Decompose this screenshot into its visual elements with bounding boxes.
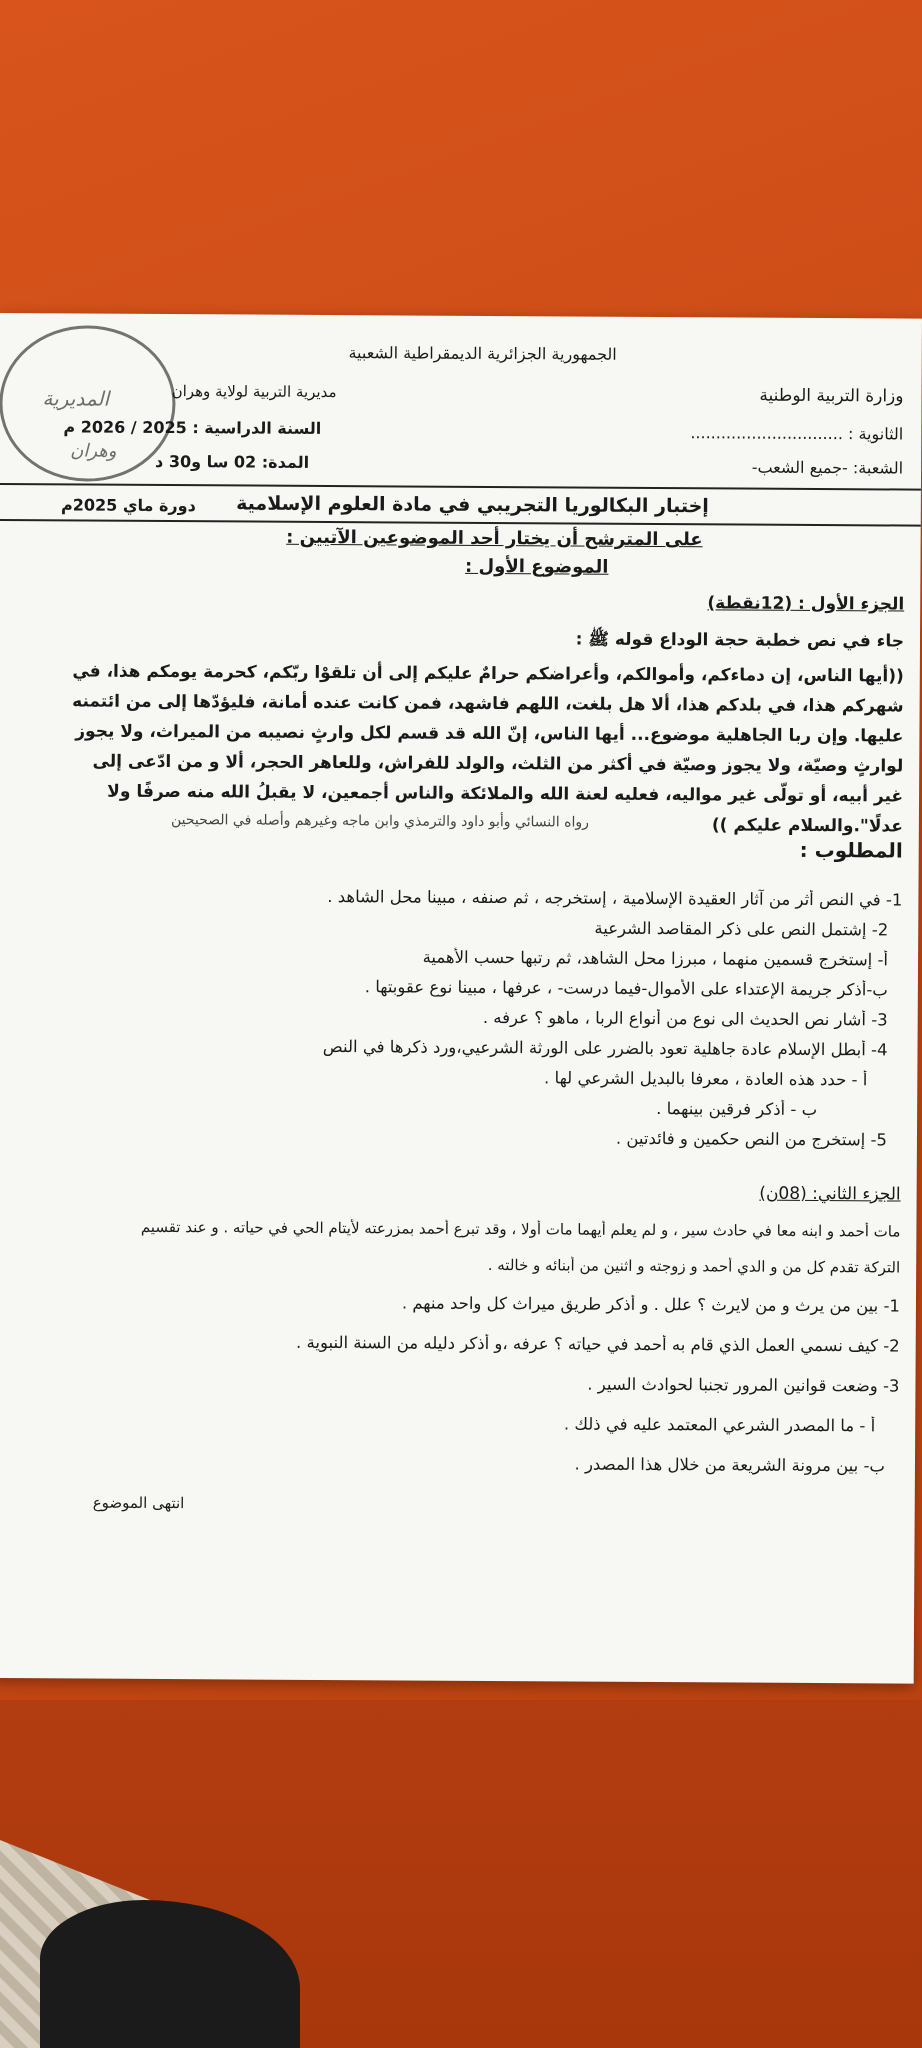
exam-paper — [0, 313, 922, 1684]
question-item: 5- إستخرج من النص حكمين و فائدتين . — [615, 1128, 888, 1150]
hadith-line: ((أيها الناس، إن دماءكم، وأموالكم، وأعراضكم حرامٌ عليكم إلى أن تلقوْا ربّكم، كحرمة يومكم هذا، في — [72, 661, 904, 687]
school-stamp — [0, 325, 176, 482]
question-item: أ - ما المصدر الشرعي المعتمد عليه في ذلك . — [563, 1414, 876, 1436]
question-item: 1- في النص أثر من آثار العقيدة الإسلامية ، إستخرجه ، ثم صنفه ، مبينا محل الشاهد . — [327, 887, 903, 910]
question-item: ب- بين مرونة الشريعة من خلال هذا المصدر . — [574, 1454, 886, 1476]
question-item: ب-أذكر جريمة الإعتداء على الأموال-فيما درست- ، عرفها ، مبينا نوع عقوبتها . — [364, 977, 888, 1000]
republic-title: الجمهورية الجزائرية الديمقراطية الشعبية — [348, 343, 617, 364]
stamp-text-bottom: وهران — [70, 440, 117, 462]
header-divider — [0, 483, 921, 491]
question-item: 2- كيف نسمي العمل الذي قام به أحمد في حياته ؟ عرفه ،و أذكر دليله من السنة النبوية . — [296, 1332, 900, 1356]
subject-heading: الموضوع الأول : — [465, 555, 609, 578]
part1-heading: الجزء الأول : (12نقطة) — [707, 593, 905, 615]
hadith-line: غير أبيه، أو تولّى غير مواليه، فعليه لعنة الله والملائكة والناس أجمعين، لا يقبلُ الله منه صرفًا ولا — [107, 781, 904, 807]
exam-title: إختبار البكالوريا التجريبي في مادة العلوم الإسلامية — [236, 492, 709, 518]
duration-field: المدة: 02 سا و30 د — [155, 451, 310, 472]
part2-heading: الجزء الثاني: (08ن) — [759, 1183, 901, 1205]
scenario-line: مات أحمد و ابنه معا في حادث سير ، و لم يعلم أيهما مات أولا ، وقد تبرع أحمد بمزرعته لأيتام الحي في حياته . و عند تقسيم — [140, 1217, 901, 1241]
question-item: 2- إشتمل النص على ذكر المقاصد الشرعية — [594, 918, 889, 940]
question-item: 3- وضعت قوانين المرور تجنبا لحوادث السير . — [587, 1374, 900, 1396]
hadith-line: شهركم هذا، في بلدكم هذا، ألا هل بلغت، اللهم فاشهد، فمن كانت عنده أمانة، فليؤدّها إلى من ائتمنه — [72, 691, 904, 717]
directorate-name: مديرية التربية لولاية وهران — [171, 382, 337, 402]
stamp-text-top: المديرية — [42, 386, 110, 411]
stream-field: الشعبة: -جميع الشعب- — [751, 457, 904, 478]
school-year: السنة الدراسية : 2025 / 2026 م — [63, 417, 322, 438]
end-of-subject: انتهى الموضوع — [92, 1493, 185, 1513]
exam-session: دورة ماي 2025م — [60, 495, 196, 516]
question-item: 1- بين من يرث و من لايرث ؟ علل . و أذكر طريق ميراث كل واحد منهم . — [401, 1293, 901, 1316]
hadith-source: رواه النسائي وأبو داود والترمذي وابن ماجه وغيرهم وأصله في الصحيحين — [170, 812, 589, 831]
question-item: 4- أبطل الإسلام عادة جاهلية تعود بالضرر على الورثة الشرعيي،ورد ذكرها في النص — [322, 1036, 888, 1060]
question-item: أ- إستخرج قسمين منهما ، مبرزا محل الشاهد، ثم رتبها حسب الأهمية — [422, 947, 889, 970]
exam-instruction: على المترشح أن يختار أحد الموضوعين الآتيين : — [286, 526, 703, 551]
scenario-line: التركة تقدم كل من و الدي أحمد و زوجته و اثنين من أبنائه و خالته . — [487, 1255, 901, 1277]
hadith-line: عليها. وإن ربا الجاهلية موضوع... أيها الناس، إنّ الله قد قسم لكل وارثٍ نصيبه من الميراث، ولا يجوز — [75, 721, 904, 747]
question-item: ب - أذكر فرقين بينهما . — [656, 1099, 818, 1120]
part1-intro: جاء في نص خطبة حجة الوداع قوله ﷺ : — [575, 629, 905, 652]
question-item: 3- أشار نص الحديث الى نوع من أنواع الربا ، ماهو ؟ عرفه . — [482, 1007, 888, 1030]
hadith-line: عدلًا".والسلام عليكم )) — [711, 815, 903, 837]
ministry-name: وزارة التربية الوطنية — [759, 385, 904, 407]
title-divider — [0, 519, 921, 527]
hadith-line: لوارثٍ وصيّة، ولا يجوز وصيّة في أكثر من الثلث، والولد للفراش، وللعاهر الحجر، ألا و من ادّعى إلى — [92, 751, 904, 777]
required-heading: المطلوب : — [799, 837, 903, 863]
question-item: أ - حدد هذه العادة ، معرفا بالبديل الشرعي لها . — [544, 1068, 868, 1090]
school-field: الثانوية : .............................. — [690, 423, 904, 444]
